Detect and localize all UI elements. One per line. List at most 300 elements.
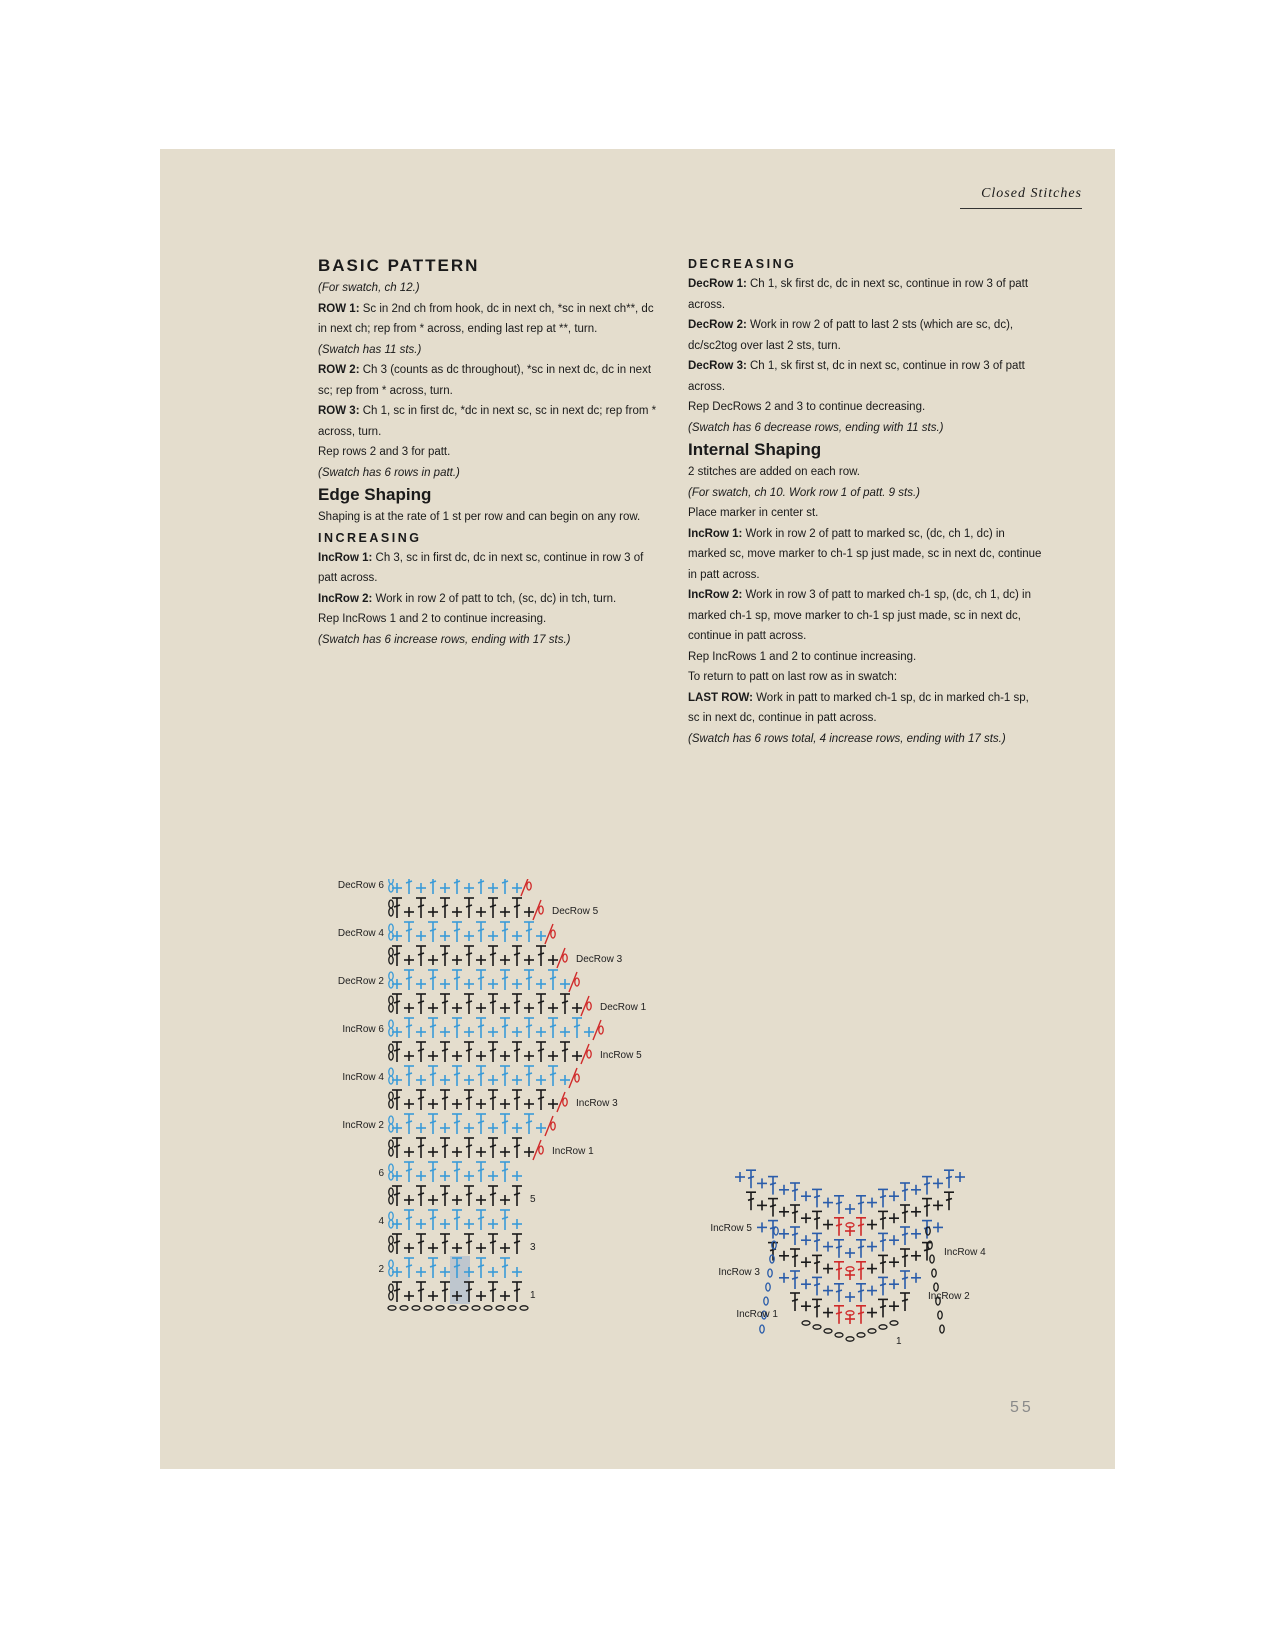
dc-stitch — [452, 879, 462, 894]
dc-stitch — [548, 1018, 558, 1038]
dc-stitch — [392, 946, 402, 966]
dc-stitch — [834, 1218, 844, 1236]
sc-stitch — [779, 1207, 789, 1217]
sc-stitch — [955, 1172, 965, 1182]
chain-stitch — [389, 1196, 393, 1204]
dc-stitch — [922, 1199, 932, 1217]
dc-stitch — [452, 1162, 462, 1182]
chart-left-row-label: IncRow 1 — [736, 1309, 778, 1320]
chain-stitch — [400, 1306, 408, 1310]
edge-inc2-label: IncRow 2: — [318, 592, 373, 605]
chain-stitch — [802, 1321, 810, 1325]
row2-text: Ch 3 (counts as dc throughout), *sc in next dc, dc in next sc; rep from * across, turn. — [318, 364, 652, 397]
chain-stitch — [389, 1260, 393, 1268]
chart-right-row-label: IncRow 3 — [576, 1098, 618, 1109]
internal-inc1-label: IncRow 1: — [688, 527, 743, 540]
dc-stitch — [476, 970, 486, 990]
sc-stitch — [867, 1308, 877, 1318]
dc-stitch — [476, 879, 486, 894]
dc-stitch — [464, 1090, 474, 1110]
dc-stitch — [856, 1306, 866, 1324]
sc-stitch — [867, 1264, 877, 1274]
dc-stitch — [392, 1282, 402, 1302]
dc-stitch — [812, 1255, 822, 1273]
chain-stitch — [389, 1140, 393, 1148]
sc-stitch — [440, 1171, 450, 1181]
sc-stitch — [392, 931, 402, 941]
dc-stitch — [428, 1018, 438, 1038]
sc-stitch — [889, 1257, 899, 1267]
chain-stitch — [436, 1306, 444, 1310]
sc-stitch — [476, 1099, 486, 1109]
dc-stitch — [790, 1271, 800, 1289]
dc-stitch — [524, 1114, 534, 1134]
chain-stitch — [764, 1297, 768, 1305]
chart-right-row-label: DecRow 1 — [600, 1002, 647, 1013]
sc-stitch — [428, 1291, 438, 1301]
chart-right-row-label: IncRow 4 — [944, 1247, 986, 1258]
dc-stitch — [812, 1277, 822, 1295]
increasing-title: INCREASING — [318, 530, 422, 545]
dc-stitch — [404, 1018, 414, 1038]
internal-return: To return to patt on last row as in swatch: — [688, 671, 898, 683]
dc-stitch — [416, 1042, 426, 1062]
dc-stitch — [440, 1090, 450, 1110]
sc-stitch — [488, 1267, 498, 1277]
edge-inc1 — [318, 548, 663, 589]
sc-stitch — [416, 1123, 426, 1133]
dc-stitch — [900, 1183, 910, 1201]
internal-shaping-stitch-chart — [700, 1149, 1020, 1369]
dc-stitch — [856, 1196, 866, 1214]
chain-stitch — [424, 1306, 432, 1310]
dec2-text: Work in row 2 of patt to last 2 sts (which are sc, dc), dc/sc2tog over last 2 sts, turn. — [688, 319, 1014, 352]
sc-stitch — [488, 1075, 498, 1085]
dc-stitch — [536, 946, 546, 966]
sc-stitch — [536, 1075, 546, 1085]
chain-stitch — [846, 1337, 854, 1341]
sc-stitch — [572, 1003, 582, 1013]
dc-stitch — [548, 1066, 558, 1086]
dc-stitch — [416, 898, 426, 918]
sc-stitch — [500, 1243, 510, 1253]
dc-stitch — [488, 1042, 498, 1062]
dc-stitch — [392, 1090, 402, 1110]
sc-stitch — [572, 1051, 582, 1061]
sc-stitch — [536, 1027, 546, 1037]
sc-stitch — [867, 1220, 877, 1230]
dc-stitch — [944, 1192, 954, 1210]
chain-stitch — [930, 1255, 934, 1263]
chart-right-row-label: IncRow 1 — [552, 1146, 594, 1157]
dc-stitch — [944, 1170, 954, 1188]
chain-stitch — [389, 1004, 393, 1012]
sc-stitch — [404, 1099, 414, 1109]
sc-stitch — [889, 1279, 899, 1289]
sc-stitch — [464, 931, 474, 941]
dc-stitch — [524, 970, 534, 990]
sc-stitch — [933, 1222, 943, 1232]
chain-stitch — [587, 1002, 591, 1010]
sc-stitch — [476, 907, 486, 917]
sc-stitch — [464, 1219, 474, 1229]
chain-stitch — [879, 1325, 887, 1329]
dc-stitch — [512, 1282, 522, 1302]
chain-stitch — [389, 1020, 393, 1028]
sc-stitch — [392, 1123, 402, 1133]
chain-stitch — [389, 1244, 393, 1252]
sc-stitch — [512, 1027, 522, 1037]
chain-stitch — [389, 908, 393, 916]
sc-stitch — [560, 979, 570, 989]
dc-stitch — [812, 1299, 822, 1317]
dc-stitch — [560, 1042, 570, 1062]
internal-last — [688, 688, 1043, 729]
sc-stitch — [464, 979, 474, 989]
dc-stitch — [900, 1271, 910, 1289]
edge-inc2-text: Work in row 2 of patt to tch, (sc, dc) in tch, turn. — [375, 592, 617, 605]
dc-stitch — [440, 1138, 450, 1158]
chart-left-row-label: DecRow 4 — [337, 928, 384, 939]
chain-stitch — [389, 1092, 393, 1100]
chain-stitch — [551, 1122, 555, 1130]
chart-right-row-label: IncRow 5 — [600, 1050, 642, 1061]
chain-stitch — [496, 1306, 504, 1310]
dc-stitch — [452, 1066, 462, 1086]
chain-stitch — [774, 1227, 778, 1235]
dc-stitch — [878, 1233, 888, 1251]
basic-row1 — [318, 299, 663, 340]
dc-stitch — [416, 1090, 426, 1110]
chain-stitch — [389, 1044, 393, 1052]
dc-stitch — [856, 1240, 866, 1258]
dc-stitch — [512, 946, 522, 966]
chart-right-row-label: DecRow 5 — [552, 906, 599, 917]
dc-stitch — [404, 1162, 414, 1182]
dc-stitch — [812, 1189, 822, 1207]
dc-stitch — [440, 946, 450, 966]
sc-stitch — [416, 1267, 426, 1277]
edge-shaping-title: Edge Shaping — [318, 485, 432, 504]
dc-stitch — [790, 1227, 800, 1245]
sc-stitch — [512, 883, 522, 893]
dc-stitch — [560, 994, 570, 1014]
dc-stitch — [392, 1138, 402, 1158]
chart-left-row-label: DecRow 2 — [337, 976, 384, 987]
chain-stitch — [389, 1100, 393, 1108]
sc-stitch — [512, 931, 522, 941]
sc-stitch — [404, 907, 414, 917]
chain-stitch — [389, 1292, 393, 1300]
page-number: 55 — [1010, 1399, 1034, 1416]
dc-stitch — [512, 1138, 522, 1158]
sc-stitch — [801, 1301, 811, 1311]
dc-stitch — [900, 1249, 910, 1267]
dc-stitch — [500, 879, 510, 894]
chart-right-row-label: 5 — [530, 1194, 536, 1205]
chain-stitch — [389, 996, 393, 1004]
sc-stitch — [404, 1147, 414, 1157]
chart-left-row-label: 6 — [378, 1168, 384, 1179]
dc-stitch — [464, 994, 474, 1014]
sc-stitch — [779, 1185, 789, 1195]
dec2 — [688, 315, 1043, 356]
sc-stitch — [933, 1178, 943, 1188]
chain-stitch — [539, 906, 543, 914]
chain-stitch — [835, 1333, 843, 1337]
chart-left-row-label: IncRow 2 — [342, 1120, 384, 1131]
chain-stitch — [389, 924, 393, 932]
chain-stitch — [587, 1050, 591, 1058]
dc-stitch — [512, 1186, 522, 1206]
sc-stitch — [488, 979, 498, 989]
dc-stitch — [440, 994, 450, 1014]
basic-swatch-note: (For swatch, ch 12.) — [318, 282, 420, 294]
dc-stitch — [440, 1234, 450, 1254]
dc-stitch — [488, 1138, 498, 1158]
sc-stitch — [440, 931, 450, 941]
dc-stitch — [428, 879, 438, 894]
sc-stitch — [500, 1147, 510, 1157]
dc-stitch — [878, 1277, 888, 1295]
row1-note: (Swatch has 11 sts.) — [318, 343, 422, 356]
chart-left-row-label: 2 — [378, 1264, 384, 1275]
chain-stitch — [868, 1329, 876, 1333]
dc-stitch — [790, 1205, 800, 1223]
chain-stitch — [389, 972, 393, 980]
dc-stitch — [878, 1189, 888, 1207]
sc-stitch — [452, 1099, 462, 1109]
dc-stitch — [476, 1258, 486, 1278]
sc-stitch — [416, 1027, 426, 1037]
dc-stitch — [428, 922, 438, 942]
dec-rep: Rep DecRows 2 and 3 to continue decreasing. — [688, 401, 926, 413]
dc-stitch — [476, 922, 486, 942]
dc-stitch — [452, 1114, 462, 1134]
dc-stitch — [512, 1090, 522, 1110]
sc-stitch — [500, 955, 510, 965]
row1-label: ROW 1: — [318, 302, 360, 315]
row3-label: ROW 3: — [318, 405, 360, 417]
chain-stitch — [484, 1306, 492, 1310]
dec1-text: Ch 1, sk first dc, dc in next sc, continue in row 3 of patt across. — [688, 278, 1029, 311]
chart-right-row-label: DecRow 3 — [576, 954, 623, 965]
internal-inc1-text: Work in row 2 of patt to marked sc, (dc, ch 1, dc) in marked sc, move marker to ch-1 sp just made, sc in next dc, continue in patt across. — [688, 527, 1042, 581]
chain-stitch — [460, 1306, 468, 1310]
dc-stitch — [790, 1293, 800, 1311]
dc-stitch — [488, 1186, 498, 1206]
chain-stitch — [575, 1074, 579, 1082]
sc-stitch — [416, 931, 426, 941]
sc-stitch — [416, 883, 426, 893]
internal-swatch-note: (For swatch, ch 10. Work row 1 of patt. 9 sts.) — [688, 486, 920, 499]
shaping-line — [557, 1092, 565, 1112]
dc-stitch — [856, 1218, 866, 1236]
internal-inc2-text: Work in row 3 of patt to marked ch-1 sp, (dc, ch 1, dc) in marked ch-1 sp, move marker to ch-1 sp just made, sc in next dc, continue in patt across. — [688, 589, 1031, 642]
dc-stitch — [500, 922, 510, 942]
sc-stitch — [845, 1204, 855, 1214]
chain-stitch — [389, 956, 393, 964]
dc-stitch — [878, 1211, 888, 1229]
dc-stitch — [428, 1066, 438, 1086]
sc-stitch — [524, 907, 534, 917]
dc-stitch — [878, 1255, 888, 1273]
chart-left-row-label: IncRow 4 — [342, 1072, 384, 1083]
sc-stitch — [404, 1291, 414, 1301]
sc-stitch — [500, 1099, 510, 1109]
dc-stitch — [548, 970, 558, 990]
sc-stitch — [452, 1243, 462, 1253]
dc-stitch — [856, 1284, 866, 1302]
dc-stitch — [416, 1186, 426, 1206]
sc-stitch — [512, 1123, 522, 1133]
sc-stitch — [488, 931, 498, 941]
internal-rep: Rep IncRows 1 and 2 to continue increasing. — [688, 650, 917, 663]
sc-stitch — [428, 1051, 438, 1061]
sc-stitch — [779, 1229, 789, 1239]
sc-stitch — [392, 1171, 402, 1181]
sc-stitch — [392, 1075, 402, 1085]
book-page — [160, 149, 1115, 1469]
sc-stitch — [512, 979, 522, 989]
edge-inc2 — [318, 589, 663, 610]
dc-stitch — [500, 1210, 510, 1230]
sc-stitch — [735, 1172, 745, 1182]
edge-inc1-text: Ch 3, sc in first dc, dc in next sc, continue in row 3 of patt across. — [318, 551, 644, 584]
sc-stitch — [757, 1200, 767, 1210]
dc-stitch — [790, 1183, 800, 1201]
dc-stitch — [440, 1042, 450, 1062]
chain-stitch — [389, 900, 393, 908]
dc-stitch — [768, 1199, 778, 1217]
edge-inc-rep: Rep IncRows 1 and 2 to continue increasing. — [318, 613, 547, 625]
dc-stitch — [488, 898, 498, 918]
sc-stitch — [464, 1171, 474, 1181]
internal-inc2 — [688, 585, 1043, 647]
sc-stitch — [512, 1075, 522, 1085]
sc-stitch — [392, 1219, 402, 1229]
dc-stitch — [488, 946, 498, 966]
dc-stitch — [878, 1299, 888, 1317]
sc-stitch — [392, 1027, 402, 1037]
sc-stitch — [452, 907, 462, 917]
sc-stitch — [428, 1099, 438, 1109]
dc-stitch — [834, 1284, 844, 1302]
dc-stitch — [476, 1066, 486, 1086]
chain-stitch — [760, 1325, 764, 1333]
sc-stitch — [823, 1264, 833, 1274]
dc-stitch — [464, 1138, 474, 1158]
dc-stitch — [428, 1114, 438, 1134]
shaping-line — [545, 924, 553, 944]
dc-stitch — [768, 1221, 778, 1239]
sc-stitch — [476, 1195, 486, 1205]
edge-intro: Shaping is at the rate of 1 st per row and can begin on any row. — [318, 511, 641, 523]
dc-stitch — [416, 1282, 426, 1302]
chain-stitch — [389, 1148, 393, 1156]
dec-note: (Swatch has 6 decrease rows, ending with 11 sts.) — [688, 421, 944, 434]
dc-stitch — [488, 1282, 498, 1302]
sc-stitch — [404, 955, 414, 965]
chain-stitch — [563, 1098, 567, 1106]
chain-stitch — [389, 1164, 393, 1172]
sc-stitch — [524, 1003, 534, 1013]
row3-text: Ch 1, sc in first dc, *dc in next sc, sc in next dc; rep from * across, turn. — [318, 405, 657, 438]
dc-stitch — [524, 922, 534, 942]
sc-stitch — [911, 1207, 921, 1217]
sc-stitch — [476, 1003, 486, 1013]
sc-stitch — [801, 1213, 811, 1223]
sc-stitch — [779, 1273, 789, 1283]
dc-stitch — [392, 898, 402, 918]
sc-stitch — [392, 883, 402, 893]
chain-stitch — [563, 954, 567, 962]
shaping-line — [569, 1068, 577, 1088]
dc-stitch — [392, 1234, 402, 1254]
shaping-line — [521, 879, 529, 896]
dec3 — [688, 356, 1043, 397]
dc-stitch — [416, 1138, 426, 1158]
sc-stitch — [524, 1099, 534, 1109]
sc-stitch — [404, 1003, 414, 1013]
sc-stitch — [801, 1235, 811, 1245]
sc-stitch — [933, 1200, 943, 1210]
chain-stitch — [768, 1269, 772, 1277]
dc-stitch — [746, 1170, 756, 1188]
internal-inc2-label: IncRow 2: — [688, 589, 743, 601]
sc-stitch — [428, 955, 438, 965]
dc-stitch — [834, 1262, 844, 1280]
swatch-highlight — [450, 1256, 470, 1304]
sc-stitch — [488, 1219, 498, 1229]
sc-stitch — [867, 1198, 877, 1208]
dc-stitch — [464, 946, 474, 966]
chain-stitch — [389, 948, 393, 956]
dc-stitch — [900, 1205, 910, 1223]
sc-stitch — [548, 1099, 558, 1109]
dec1-label: DecRow 1: — [688, 278, 747, 290]
chain-stitch — [813, 1325, 821, 1329]
chain-stitch — [890, 1321, 898, 1325]
sc-stitch — [889, 1191, 899, 1201]
dc-stitch — [900, 1293, 910, 1311]
chart-left-row-label: IncRow 3 — [718, 1267, 760, 1278]
sc-stitch — [452, 1195, 462, 1205]
sc-stitch — [801, 1191, 811, 1201]
chain-stitch — [388, 1306, 396, 1310]
dc-stitch — [488, 1234, 498, 1254]
dc-stitch — [392, 994, 402, 1014]
sc-stitch — [911, 1273, 921, 1283]
chain-stitch — [575, 978, 579, 986]
sc-stitch — [560, 1075, 570, 1085]
dc-stitch — [392, 1042, 402, 1062]
sc-stitch — [440, 979, 450, 989]
dc-stitch — [476, 1114, 486, 1134]
dc-stitch — [428, 1258, 438, 1278]
chain-stitch — [551, 930, 555, 938]
sc-stitch — [440, 1027, 450, 1037]
chain-stitch — [389, 1068, 393, 1076]
sc-stitch — [392, 1267, 402, 1277]
sc-stitch — [440, 1219, 450, 1229]
sc-stitch — [823, 1198, 833, 1208]
dc-stitch — [812, 1211, 822, 1229]
chain-stitch — [539, 1146, 543, 1154]
sc-stitch — [428, 1147, 438, 1157]
sc-stitch — [845, 1292, 855, 1302]
sc-stitch — [476, 1147, 486, 1157]
